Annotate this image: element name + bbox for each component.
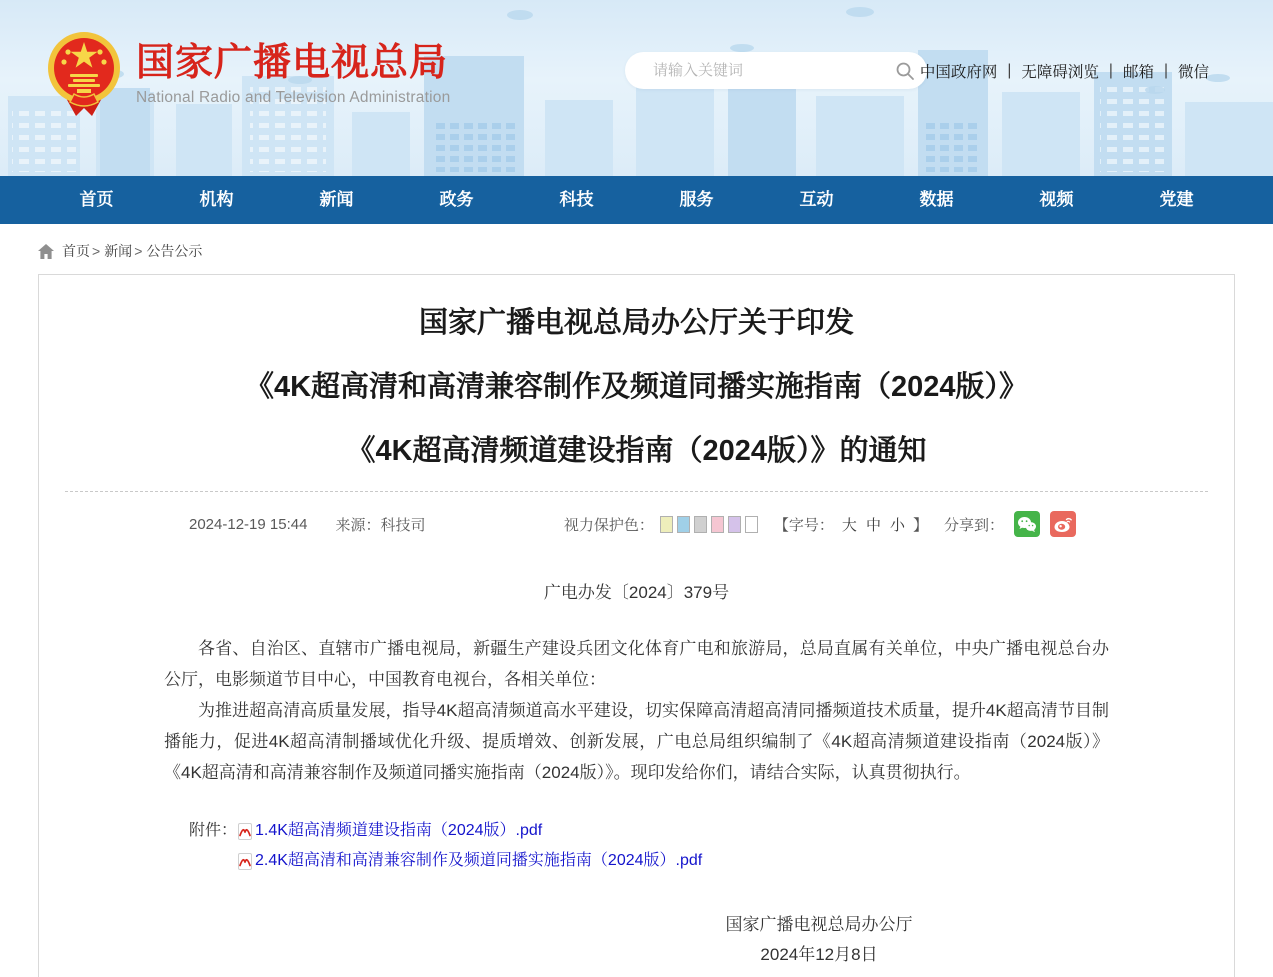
attachments-section (164, 816, 1109, 876)
article-meta (39, 508, 1234, 540)
nav-item[interactable]: 机构 (199, 190, 234, 209)
eye-protect-swatches (660, 516, 758, 533)
share-wechat-button[interactable] (1014, 511, 1040, 537)
nav-item[interactable]: 新闻 (319, 190, 354, 209)
signature-organization: 国家广播电视总局办公厅 (725, 915, 913, 934)
eye-protect-swatch[interactable] (677, 516, 690, 533)
font-size-bracket-close: 】 (912, 516, 928, 534)
eye-protect-swatch[interactable] (711, 516, 724, 533)
wechat-icon (1017, 516, 1037, 533)
search-input[interactable] (625, 62, 883, 79)
document-number: 广电办发〔2024〕379号 (543, 583, 730, 602)
quick-link-separator: | (1163, 62, 1168, 79)
nav-item[interactable]: 服务 (679, 190, 714, 209)
header-quick-links (918, 60, 1211, 82)
site-header (0, 0, 1273, 176)
article-paragraph: 为推进超高清高质量发展，指导4K超高清频道高水平建设，切实保障高清超高清同播频道技术质量，提升4K超高清节目制播能力，促进4K超高清制播域优化升级、提质增效、创新发展，广电总局组织编制了《4K超高清频道建设指南（2024版）》《4K超高清和高清兼容制作及频道同播实施指南（2024版）》。现印发给你们，请结合实际，认真贯彻执行。 (164, 701, 1109, 782)
nav-item[interactable]: 数据 (919, 190, 954, 209)
font-size-option[interactable]: 小 (889, 516, 905, 534)
eye-protect-swatch[interactable] (694, 516, 707, 533)
article-title-line: 《4K超高清频道建设指南（2024版）》的通知 (346, 435, 927, 467)
article-paragraph: 各省、自治区、直辖市广播电视局，新疆生产建设兵团文化体育广电和旅游局，总局直属有关单位，中央广播电视总台办公厅，电影频道节目中心，中国教育电视台，各相关单位： (164, 639, 1109, 689)
main-navigation (0, 176, 1273, 224)
font-size-option[interactable]: 中 (865, 516, 881, 534)
nav-item[interactable]: 党建 (1159, 190, 1194, 209)
header-quick-link[interactable]: 邮箱 (1122, 64, 1154, 81)
site-title: 国家广播电视总局 (136, 42, 449, 84)
weibo-icon (1053, 515, 1073, 533)
attachment-link[interactable]: 2.4K超高清和高清兼容制作及频道同播实施指南（2024版）.pdf (255, 852, 703, 869)
article-title-line: 国家广播电视总局办公厅关于印发 (418, 307, 854, 339)
pdf-icon (237, 853, 253, 870)
breadcrumb-link[interactable]: 公告公示 (146, 243, 203, 259)
font-size-option[interactable]: 大 (841, 516, 857, 534)
article-title (39, 291, 1234, 483)
header-quick-link[interactable]: 中国政府网 (919, 64, 998, 81)
breadcrumb-link[interactable]: 新闻 (104, 243, 133, 259)
article-source: 来源：科技司 (335, 516, 426, 534)
signature-block (164, 910, 1109, 970)
share-weibo-button[interactable] (1050, 511, 1076, 537)
article-title-line: 《4K超高清和高清兼容制作及频道同播实施指南（2024版）》 (244, 371, 1029, 403)
article-body (164, 633, 1109, 788)
national-emblem-icon (44, 30, 124, 118)
site-logo[interactable] (44, 30, 450, 118)
nav-item[interactable]: 互动 (799, 190, 834, 209)
breadcrumb-separator: > (134, 243, 143, 259)
attachment-row (237, 816, 702, 846)
home-icon[interactable] (38, 244, 54, 259)
eye-protect-swatch[interactable] (660, 516, 673, 533)
nav-item[interactable]: 视频 (1039, 190, 1074, 209)
title-divider (65, 491, 1208, 492)
header-quick-link[interactable]: 微信 (1177, 64, 1209, 81)
nav-item[interactable]: 政务 (439, 190, 474, 209)
eye-protect-label: 视力保护色： (563, 516, 654, 534)
quick-link-separator: | (1108, 62, 1113, 79)
article-container (38, 274, 1235, 977)
publish-date: 2024-12-19 15:44 (189, 515, 308, 533)
site-subtitle: National Radio and Television Administration (136, 89, 451, 106)
breadcrumb-link[interactable]: 首页 (62, 243, 90, 259)
signature-date: 2024年12月8日 (760, 945, 878, 964)
share-label: 分享到： (943, 516, 1004, 534)
eye-protect-swatch[interactable] (745, 516, 758, 533)
search-box[interactable] (625, 52, 927, 89)
nav-item[interactable]: 首页 (79, 190, 114, 209)
breadcrumb (0, 224, 1273, 274)
breadcrumb-separator: > (92, 243, 101, 259)
nav-item[interactable]: 科技 (559, 190, 594, 209)
header-quick-link[interactable]: 无障碍浏览 (1021, 64, 1099, 81)
quick-link-separator: | (1007, 62, 1012, 79)
attachments-label: 附件： (189, 822, 238, 839)
eye-protect-swatch[interactable] (728, 516, 741, 533)
search-icon (895, 61, 915, 81)
attachment-link[interactable]: 1.4K超高清频道建设指南（2024版）.pdf (255, 822, 543, 839)
attachment-row (237, 846, 702, 876)
pdf-icon (237, 823, 253, 840)
font-size-bracket-open: 【字号： (773, 516, 834, 534)
